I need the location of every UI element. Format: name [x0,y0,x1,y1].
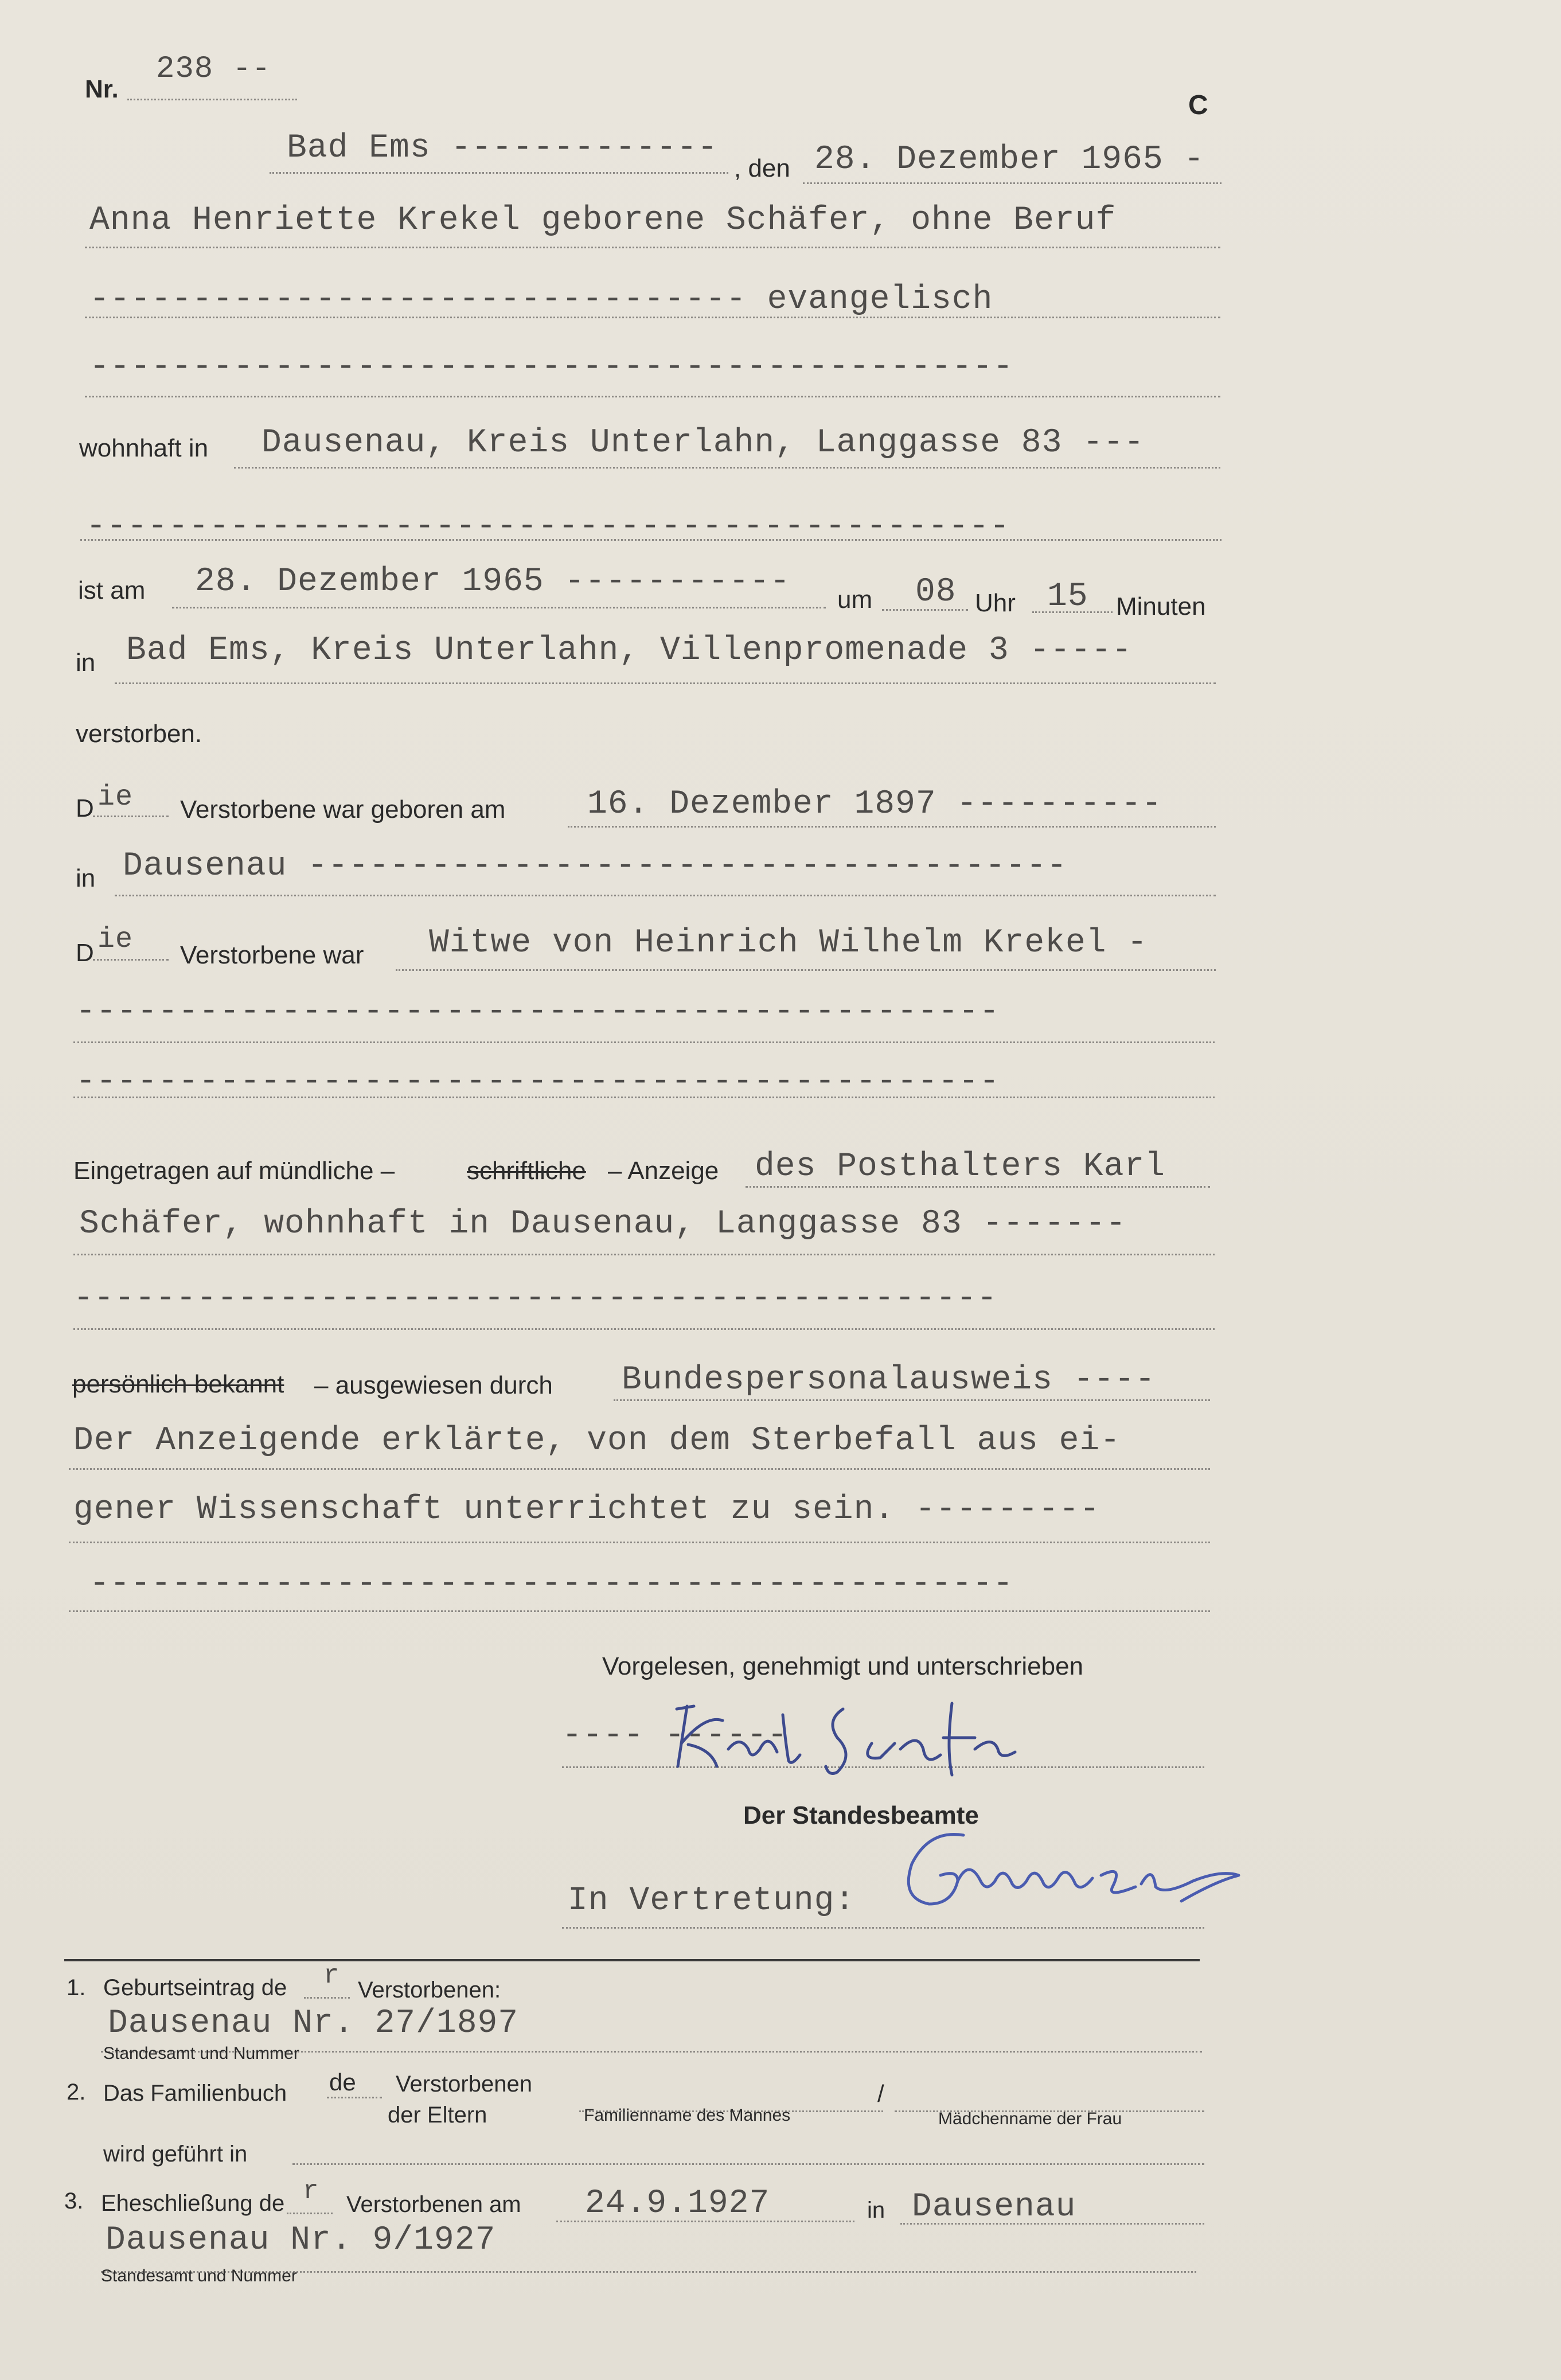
dotted-line [85,247,1220,248]
dotted-line [1032,611,1113,613]
wife-maiden-name-caption: Mädchenname der Frau [938,2109,1122,2128]
dotted-line [69,1542,1210,1543]
dotted-line [900,2223,1204,2225]
dotted-line [85,317,1220,318]
um-label: um [837,586,873,614]
residence-label: wohnhaft in [79,434,209,462]
dash-line: --------------------------------------------- [89,349,1014,386]
marriage-suffix: r [303,2176,319,2206]
registration-struck-label: schriftliche [467,1157,586,1185]
marriage-in-label: in [867,2198,885,2223]
marriage-registry-value: Dausenau Nr. 9/1927 [106,2222,496,2259]
dash-line: --------------------------------------------- [76,1063,1000,1101]
dotted-line [304,1997,350,1999]
dash-line: --------------------------------------------- [73,1280,998,1317]
verstorben-label: verstorben. [76,720,202,748]
birth-entry-value: Dausenau Nr. 27/1897 [108,2005,519,2042]
footnote-number: 3. [64,2188,84,2214]
marriage-label-b: Verstorbenen am [346,2192,521,2217]
status-label: Verstorbene war [180,941,364,969]
identification-document: Bundespersonalausweis ---- [622,1361,1156,1399]
dotted-line [85,396,1220,397]
date-dotted-line [803,182,1222,184]
family-book-de: de [329,2069,356,2096]
informant-line1: des Posthalters Karl [755,1148,1166,1185]
registration-label-a: Eingetragen auf mündliche – [73,1157,395,1185]
registry-caption: Standesamt und Nummer [103,2044,299,2063]
dotted-line [80,539,1222,541]
birth-in-label: in [76,864,96,892]
birth-entry-label-b: Verstorbenen: [358,1977,501,2003]
marriage-label: Eheschließung de [101,2191,285,2216]
status-value: Witwe von Heinrich Wilhelm Krekel - [429,924,1148,962]
birth-d-label: D [76,794,94,822]
birth-label: Verstorbene war geboren am [180,795,506,824]
death-place: Bad Ems, Kreis Unterlahn, Villenpromenade 3 ----- [126,632,1133,669]
dotted-line [614,1399,1210,1401]
birth-date: 16. Dezember 1897 ---------- [587,786,1162,823]
marriage-date: 24.9.1927 [585,2185,770,2222]
dotted-line [115,682,1216,684]
separator-line [64,1959,1200,1961]
dash-line: --------------------------------------------- [76,993,1000,1031]
nr-value: 238 -- [156,52,271,87]
husband-surname-caption: Familienname des Mannes [584,2106,791,2125]
deputy-label: In Vertretung: [568,1882,856,1919]
dotted-line [287,2213,333,2214]
dotted-line [568,826,1216,828]
dotted-line [292,2163,1204,2165]
footnote-number: 1. [67,1975,86,2000]
registry-date: 28. Dezember 1965 - [814,141,1205,178]
declaration-line2: gener Wissenschaft unterrichtet zu sein. --------- [73,1491,1100,1528]
informant-line2: Schäfer, wohnhaft in Dausenau, Langgasse 83 ------- [79,1205,1127,1243]
dotted-line [882,609,968,611]
dotted-line [73,1041,1215,1043]
dash-line: --------------------------------------------- [89,1566,1014,1603]
den-label: , den [734,154,790,182]
dotted-line [73,1254,1215,1255]
minuten-label: Minuten [1116,592,1206,621]
family-book-option-deceased: Verstorbenen [396,2071,532,2097]
residence-value: Dausenau, Kreis Unterlahn, Langgasse 83 --- [262,424,1145,462]
registration-label-b: – Anzeige [608,1157,719,1185]
registry-place: Bad Ems ------------- [287,130,718,167]
family-book-slash: / [877,2080,884,2107]
status-d-label: D [76,939,94,967]
birth-place: Dausenau ------------------------------------- [123,848,1068,885]
registry-caption: Standesamt und Nummer [101,2266,297,2285]
dotted-line [396,969,1216,971]
informant-signature-line: ---- ------ [562,1717,788,1754]
religion-line: -------------------------------- evangelisch [89,281,993,318]
dotted-line [93,816,169,817]
family-book-option-parents: der Eltern [388,2102,487,2128]
death-in-label: in [76,649,96,677]
marriage-place: Dausenau [912,2188,1076,2226]
death-hour: 08 [915,573,957,611]
identification-struck-label: persönlich bekannt [72,1370,284,1398]
place-dotted-line [270,172,728,174]
read-approved-label: Vorgelesen, genehmigt und unterschrieben [602,1652,1084,1680]
declaration-line1: Der Anzeigende erklärte, von dem Sterbefall aus ei- [73,1422,1121,1460]
registrar-label: Der Standesbeamte [743,1801,979,1829]
birth-d-suffix: ie [97,781,134,814]
footnote-number: 2. [67,2079,86,2105]
uhr-label: Uhr [975,589,1016,617]
dotted-line [69,1468,1210,1470]
family-book-label: Das Familienbuch [103,2081,287,2106]
death-minute: 15 [1047,578,1088,615]
dotted-line [69,1610,1210,1612]
dotted-line [172,607,826,608]
status-d-suffix: ie [97,923,134,956]
birth-entry-suffix: r [323,1961,340,1991]
kept-in-label: wird geführt in [103,2141,248,2167]
dotted-line [73,1328,1215,1330]
death-date: 28. Dezember 1965 ----------- [195,563,791,600]
dotted-line [115,895,1216,896]
nr-label: Nr. [85,75,119,103]
dotted-line [234,467,1220,469]
birth-entry-label: Geburtseintrag de [103,1975,287,2000]
informant-signature [654,1680,1090,1789]
dotted-line [746,1186,1210,1188]
corner-letter: C [1188,90,1208,120]
dotted-line [327,2097,382,2098]
dotted-line [93,959,169,961]
identification-label: – ausgewiesen durch [314,1371,553,1399]
registrar-signature [895,1818,1250,1938]
nr-dotted-line [127,99,297,100]
deceased-name: Anna Henriette Krekel geborene Schäfer, ohne Beruf [89,202,1117,239]
dotted-line [556,2221,854,2222]
ist-am-label: ist am [78,576,146,604]
dotted-line [73,1097,1215,1098]
dash-line: --------------------------------------------- [86,508,1010,545]
